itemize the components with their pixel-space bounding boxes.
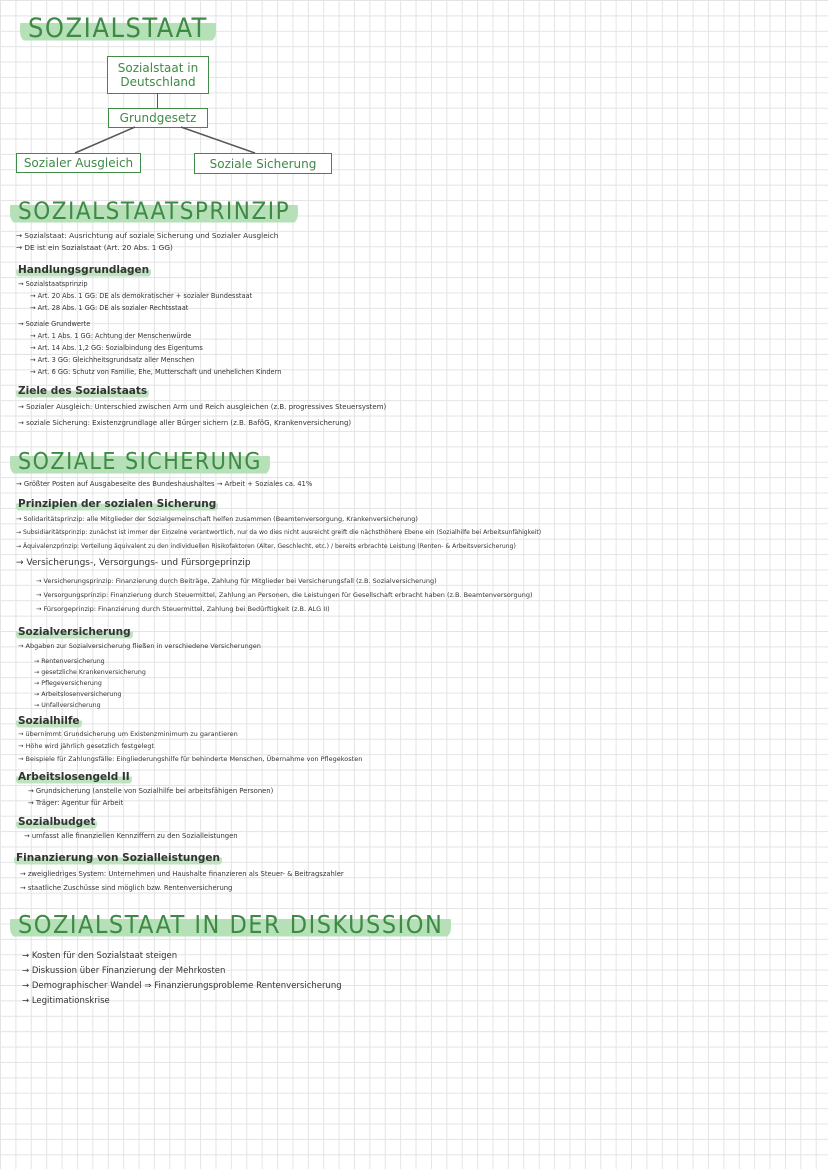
intro-line: → Sozialstaat: Ausrichtung auf soziale Sicherung und Sozialer Ausgleich xyxy=(16,231,279,240)
diagram-node-sozialstaat: Sozialstaat in Deutschland xyxy=(107,56,209,94)
list-item: → Arbeitslosenversicherung xyxy=(34,691,122,698)
list-item: → Träger: Agentur für Arbeit xyxy=(28,799,124,807)
list-item: → Beispiele für Zahlungsfälle: Eingliederungshilfe für behinderte Menschen, Übernahme von Pflegekosten xyxy=(18,755,363,763)
list-item: → Art. 28 Abs. 1 GG: DE als sozialer Rechtsstaat xyxy=(30,304,189,312)
diagram-connector xyxy=(157,93,158,108)
list-item: → Sozialer Ausgleich: Unterschied zwischen Arm und Reich ausgleichen (z.B. progressives Steuersystem) xyxy=(18,403,387,411)
list-item: → soziale Sicherung: Existenzgrundlage aller Bürger sichern (z.B. BaföG, Krankenversicherung) xyxy=(18,419,352,427)
diagram-node-sozialer-ausgleich: Sozialer Ausgleich xyxy=(16,153,141,173)
list-item: → Rentenversicherung xyxy=(34,658,105,665)
list-item: → Versicherungsprinzip: Finanzierung durch Beiträge, Zahlung für Mitglieder bei Versicherungsfall (z.B. Sozialversicherung) xyxy=(36,577,437,585)
list-item: → Subsidiaritätsprinzip: zunächst ist immer der Einzelne verantwortlich, nur da wo dies nicht ausreicht greift die nächsthöhere Ebene ein (Sozialhilfe bei Arbeitsunfähigkeit) xyxy=(16,529,542,536)
list-item: → Versorgungsprinzip: Finanzierung durch Steuermittel, Zahlung an Personen, die Leistungen für Gesellschaft erbracht haben (z.B. Beamtenversorgung) xyxy=(36,591,533,599)
list-item: → Art. 20 Abs. 1 GG: DE als demokratischer + sozialer Bundesstaat xyxy=(30,292,253,300)
list-item: → Soziale Grundwerte xyxy=(18,320,91,328)
page-title: SOZIALSTAAT xyxy=(20,14,216,44)
diagram-node-soziale-sicherung: Soziale Sicherung xyxy=(194,153,332,174)
list-item: → Grundsicherung (anstelle von Sozialhilfe bei arbeitsfähigen Personen) xyxy=(28,787,274,795)
list-item: → Art. 1 Abs. 1 GG: Achtung der Menschenwürde xyxy=(30,332,192,340)
section-title-diskussion: SOZIALSTAAT IN DER DISKUSSION xyxy=(10,910,451,940)
list-item: → Pflegeversicherung xyxy=(34,680,102,687)
heading-prinzipien: Prinzipien der sozialen Sicherung xyxy=(18,498,217,510)
heading-handlungsgrundlagen: Handlungsgrundlagen xyxy=(18,264,150,276)
list-item: → übernimmt Grundsicherung um Existenzminimum zu garantieren xyxy=(18,730,238,738)
list-item: → umfasst alle finanziellen Kennziffern zu den Sozialleistungen xyxy=(24,832,238,840)
list-item: → Diskussion über Finanzierung der Mehrkosten xyxy=(22,966,226,976)
diagram-node-grundgesetz: Grundgesetz xyxy=(108,108,208,128)
list-item: → Versicherungs-, Versorgungs- und Fürsorgeprinzip xyxy=(16,558,251,568)
list-item: → Art. 14 Abs. 1,2 GG: Sozialbindung des Eigentums xyxy=(30,344,203,352)
list-item: → Abgaben zur Sozialversicherung fließen in verschiedene Versicherungen xyxy=(18,642,261,650)
diagram-branches xyxy=(60,126,270,154)
intro-line: → Größter Posten auf Ausgabeseite des Bundeshaushaltes → Arbeit + Soziales ca. 41% xyxy=(16,480,313,488)
heading-sozialversicherung: Sozialversicherung xyxy=(18,626,131,638)
heading-ziele: Ziele des Sozialstaats xyxy=(18,385,148,397)
list-item: → Äquivalenzprinzip: Verteilung äquivalent zu den individuellen Risikofaktoren (Alter, Geschlecht, etc.) / bereits erbrachte Leistung (Renten- & Arbeitsversicherung) xyxy=(16,543,516,550)
heading-finanzierung: Finanzierung von Sozialleistungen xyxy=(16,852,220,864)
list-item: → Sozialstaatsprinzip xyxy=(18,280,88,288)
heading-sozialhilfe: Sozialhilfe xyxy=(18,715,80,727)
list-item: → gesetzliche Krankenversicherung xyxy=(34,669,146,676)
list-item: → Legitimationskrise xyxy=(22,996,110,1006)
list-item: → Höhe wird jährlich gesetzlich festgelegt xyxy=(18,742,155,750)
section-title-soziale-sicherung: SOZIALE SICHERUNG xyxy=(10,447,270,477)
section-title-sozialstaatsprinzip: SOZIALSTAATSPRINZIP xyxy=(10,196,298,226)
list-item: → Solidaritätsprinzip: alle Mitglieder der Sozialgemeinschaft helfen zusammen (Beamtenversorgung, Krankenversicherung) xyxy=(16,515,418,523)
list-item: → Unfallversicherung xyxy=(34,702,101,709)
list-item: → staatliche Zuschüsse sind möglich bzw. Rentenversicherung xyxy=(20,884,233,892)
list-item: → Kosten für den Sozialstaat steigen xyxy=(22,951,178,961)
list-item: → Fürsorgeprinzip: Finanzierung durch Steuermittel, Zahlung bei Bedürftigkeit (z.B. ALG II) xyxy=(36,605,330,613)
list-item: → Art. 3 GG: Gleichheitsgrundsatz aller Menschen xyxy=(30,356,195,364)
heading-arbeitslosengeld: Arbeitslosengeld II xyxy=(18,771,130,783)
intro-line: → DE ist ein Sozialstaat (Art. 20 Abs. 1 GG) xyxy=(16,243,173,252)
list-item: → zweigliedriges System: Unternehmen und Haushalte finanzieren als Steuer- & Beitragszahler xyxy=(20,870,344,878)
heading-sozialbudget: Sozialbudget xyxy=(18,816,96,828)
list-item: → Demographischer Wandel ⇒ Finanzierungsprobleme Rentenversicherung xyxy=(22,981,342,991)
list-item: → Art. 6 GG: Schutz von Familie, Ehe, Mutterschaft und unehelichen Kindern xyxy=(30,368,282,376)
